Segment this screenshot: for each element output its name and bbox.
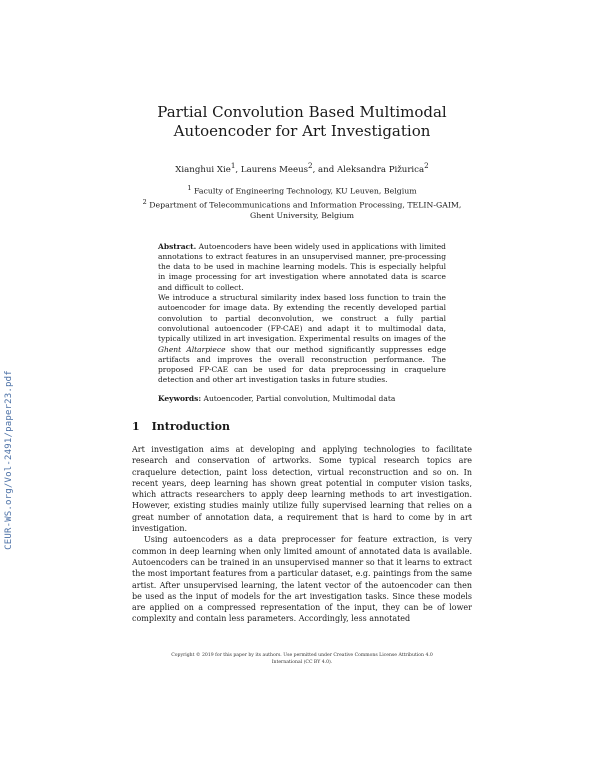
affiliation-2-sup: 2 [142, 197, 147, 206]
section-title: Introduction [151, 420, 230, 433]
keywords-label: Keywords: [158, 393, 202, 403]
side-stamp [0, 330, 18, 590]
abstract-label: Abstract. [158, 241, 197, 251]
footer-line-2: International (CC BY 4.0). [271, 660, 333, 665]
affiliation-1-sup: 1 [187, 183, 192, 192]
abstract-paragraph-2 [158, 293, 446, 386]
abstract-paragraph-1 [158, 242, 446, 293]
body-paragraph-1: Art investigation aims at developing and applying technologies to facilitate research and conservation of artworks. Some typical research topics are craquelure detection, paint loss detection, virtual reconstruction and so on. In recent years, deep learning has shown great potential in computer vision tasks, which attracts researchers to apply deep learning methods to art investigation. However, existing studies mainly utilize fully supervised learning that relies on a great number of annotation data, a requirement that is hard to come by in art investigation. [132, 445, 472, 534]
section-number: 1 [132, 420, 140, 433]
author-3-sup: 2 [424, 161, 429, 170]
author-list: Xianghui Xie$^1$, Laurens Meeus$^2$, and Aleksandra Pižurica$^2$ [175, 161, 429, 175]
abstract-text-1: Autoencoders have been widely used in applications with limited annotations to extract features in an unsupervised manner, pre-processing the data to be used in machine learning models. This is especially helpful in image processing for art investigation where annotated data is scarce and difficult to collect. [158, 241, 446, 292]
abstract-text-2b: show that our method significantly suppresses edge artifacts and improves the overall reconstruction performance. The proposed FP-CAE can be used for data preprocessing in craquelure detection and other art investigation tasks in future studies. [158, 344, 447, 385]
paper-title [132, 103, 472, 141]
section-heading [132, 420, 472, 433]
author-and: and [318, 164, 335, 175]
author-2: Laurens Meeus [240, 164, 309, 175]
affiliation-2 [132, 197, 472, 211]
abstract-text-2a: We introduce a structural similarity index based loss function to train the autoencoder for image data. By extending the recently developed partial convolution to partial deconvolution, we construct a fully partial convolutional autoencoder (FP-CAE) and adapt it to multimodal data, typically utilized in art invesigation. Experimental results on images of the [158, 293, 446, 344]
body-text [132, 444, 472, 625]
abstract [158, 242, 446, 404]
copyright-footer [132, 652, 472, 666]
affiliation-2-line-2: Ghent University, Belgium [249, 211, 355, 221]
keywords-text: Autoencoder, Partial convolution, Multimodal data [203, 393, 396, 403]
author-1: Xianghui Xie [175, 164, 231, 175]
affiliations [132, 183, 472, 222]
title-line-1: Partial Convolution Based Multimodal [157, 103, 447, 121]
affiliation-1-text: Faculty of Engineering Technology, KU Leuven, Belgium [194, 186, 417, 196]
abstract-emphasis: Ghent Altarpiece [158, 344, 226, 354]
keywords [158, 394, 446, 404]
footer-line-1: Copyright © 2019 for this paper by its authors. Use permitted under Creative Commons License Attribution 4.0 [171, 653, 433, 658]
author-3: Aleksandra Pižurica [336, 164, 425, 175]
author-2-sup: 2 [308, 161, 313, 170]
paper-page [132, 103, 472, 625]
affiliation-2-line-1: Department of Telecommunications and Information Processing, TELIN-GAIM, [149, 200, 462, 210]
author-1-sup: 1 [230, 161, 236, 170]
title-line-2: Autoencoder for Art Investigation [173, 122, 431, 140]
side-stamp-text: CEUR-WS.org/Vol-2491/paper23.pdf [4, 370, 14, 550]
body-paragraph-2: Using autoencoders as a data preprocesser for feature extraction, is very common in deep learning when only limited amount of annotated data is available. Autoencoders can be trained in an unsupervised manner so that it learns to extract the most important features from a particular dataset, e.g. paintings from the same artist. After unsupervised learning, the latent vector of the autoencoder can then be used as the input of models for the art investigation tasks. Since these models are applied on a compressed representation of the input, they can be of lower complexity and contain less parameters. Accordingly, less annotated [132, 535, 472, 624]
affiliation-1 [132, 183, 472, 197]
